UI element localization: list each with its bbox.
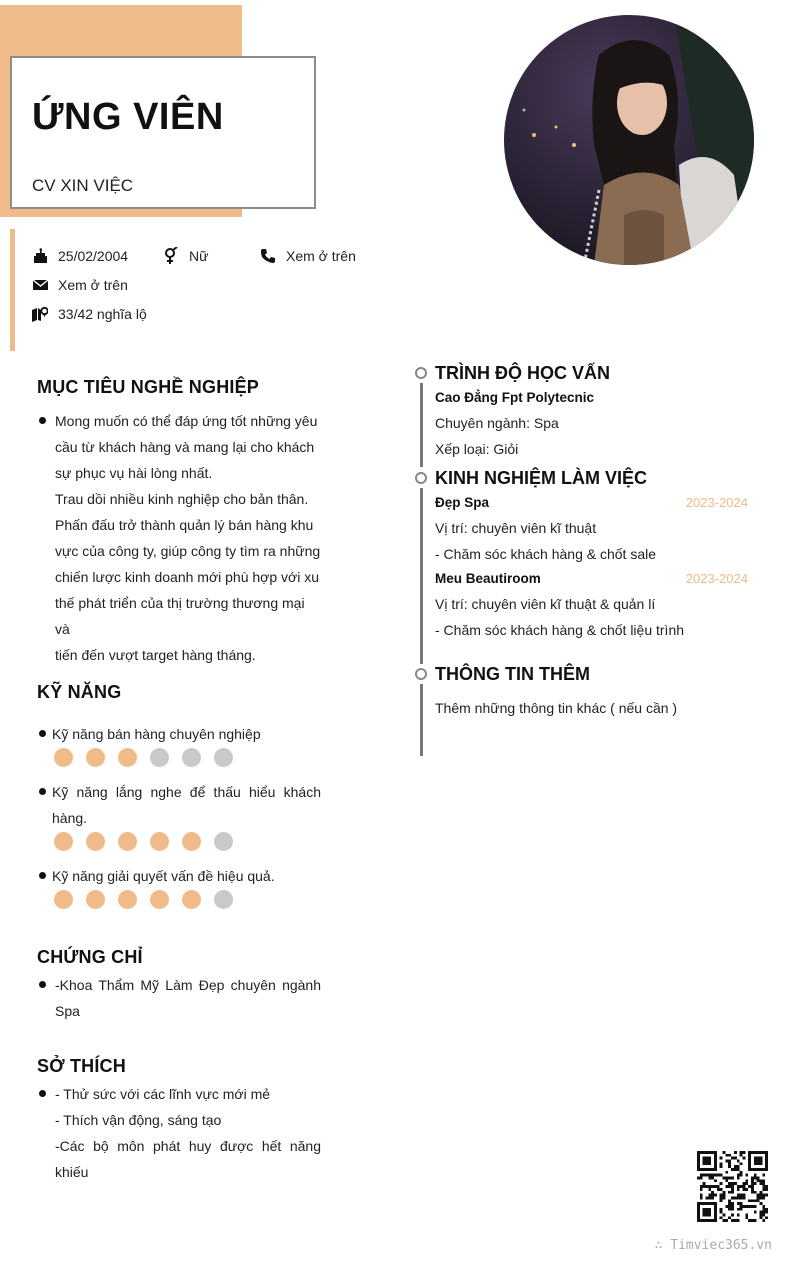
skill-1-rating — [54, 748, 233, 767]
hobbies-text — [55, 1081, 321, 1185]
objective-text — [55, 408, 321, 668]
contact-gender — [162, 247, 208, 265]
extra-title: THÔNG TIN THÊM — [435, 664, 590, 684]
rating-dot-filled — [54, 748, 73, 767]
objective-line: chiến lược kinh doanh mới phù hợp với xu — [55, 569, 320, 585]
qr-code — [697, 1151, 768, 1222]
rating-dot-filled — [54, 832, 73, 851]
skill-bullet — [39, 872, 46, 879]
rating-dot-filled — [150, 832, 169, 851]
map-marker-icon — [31, 305, 49, 323]
rating-dot-filled — [86, 832, 105, 851]
skill-2-line2: hàng. — [52, 810, 88, 826]
certificate-bullet — [39, 981, 46, 988]
rating-dot-empty — [150, 748, 169, 767]
hobbies-title: SỞ THÍCH — [37, 1056, 126, 1076]
phone-value: Xem ở trên — [286, 248, 356, 264]
job-2-period: 2023-2024 — [685, 571, 748, 586]
objective-line: thế phát triển của thị trường thương mại và — [55, 595, 305, 637]
extra-text: Thêm những thông tin khác ( nếu cần ) — [435, 700, 678, 716]
rating-dot-filled — [54, 890, 73, 909]
objective-bullet — [39, 417, 46, 424]
skill-2-label — [52, 779, 321, 831]
timeline-line — [420, 488, 423, 664]
phone-icon — [259, 247, 277, 265]
skill-bullet — [39, 730, 46, 737]
job-1-period: 2023-2024 — [685, 495, 748, 510]
rating-dot-empty — [214, 890, 233, 909]
skill-3-label: Kỹ năng giải quyết vấn đề hiệu quả. — [52, 868, 275, 884]
objective-line: Phấn đấu trở thành quản lý bán hàng khu — [55, 517, 314, 533]
birthday-value: 25/02/2004 — [58, 248, 129, 264]
hobby-line: - Thích vận động, sáng tạo — [55, 1112, 222, 1128]
rating-dot-filled — [86, 890, 105, 909]
education-major: Chuyên ngành: Spa — [435, 415, 559, 431]
rating-dot-filled — [118, 832, 137, 851]
contact-address — [31, 305, 147, 323]
gender-icon — [162, 247, 180, 265]
job-1-company: Đẹp Spa — [435, 495, 490, 510]
certificate-line: -Khoa Thẩm Mỹ Làm Đẹp chuyên ngành — [55, 977, 321, 993]
contact-accent-bar — [10, 229, 15, 351]
objective-line: Trau dồi nhiều kinh nghiệp cho bản thân. — [55, 491, 309, 507]
profile-photo — [504, 15, 754, 265]
address-value: 33/42 nghĩa lộ — [58, 306, 147, 322]
skill-2-line1: Kỹ năng lắng nghe để thấu hiểu khách — [52, 784, 321, 800]
gender-value: Nữ — [189, 248, 209, 264]
timeline-line — [420, 684, 423, 756]
certificate-line: Spa — [55, 1003, 80, 1019]
hobby-bullet — [39, 1090, 46, 1097]
job-1-desc: - Chăm sóc khách hàng & chốt sale — [435, 546, 657, 562]
envelope-icon — [31, 276, 49, 294]
contact-phone — [259, 247, 356, 265]
timeline-node — [415, 367, 427, 379]
rating-dot-empty — [182, 748, 201, 767]
timeline-node — [415, 668, 427, 680]
job-2-desc: - Chăm sóc khách hàng & chốt liệu trình — [435, 622, 685, 638]
rating-dot-filled — [150, 890, 169, 909]
email-value: Xem ở trên — [58, 277, 128, 293]
rating-dot-filled — [182, 890, 201, 909]
skill-1-label: Kỹ năng bán hàng chuyên nghiệp — [52, 726, 261, 742]
timeline-line — [420, 383, 423, 467]
cake-icon — [31, 247, 49, 265]
rating-dot-filled — [86, 748, 105, 767]
cv-subtitle: CV XIN VIỆC — [32, 176, 134, 195]
job-2-company: Meu Beautiroom — [435, 571, 541, 586]
candidate-name: ỨNG VIÊN — [32, 96, 224, 138]
education-grade: Xếp loại: Giỏi — [435, 441, 519, 457]
contact-birthday — [31, 247, 128, 265]
job-2-role: Vị trí: chuyên viên kĩ thuật & quản lí — [435, 596, 656, 612]
certificates-text — [55, 972, 321, 1024]
skill-2-rating — [54, 832, 233, 851]
education-school: Cao Đẳng Fpt Polytecnic — [435, 390, 595, 405]
objective-line: sự phục vụ hài lòng nhất. — [55, 465, 213, 481]
rating-dot-empty — [214, 748, 233, 767]
hobby-line: khiếu — [55, 1164, 89, 1180]
rating-dot-filled — [118, 890, 137, 909]
rating-dot-empty — [214, 832, 233, 851]
rating-dot-filled — [118, 748, 137, 767]
skill-bullet — [39, 788, 46, 795]
objective-title: MỤC TIÊU NGHỀ NGHIỆP — [37, 377, 260, 397]
name-box — [10, 56, 316, 209]
contact-email — [31, 276, 128, 294]
objective-line: cầu từ khách hàng và mang lại cho khách — [55, 439, 315, 455]
objective-line: Mong muốn có thể đáp ứng tốt những yêu — [55, 413, 318, 429]
skill-3-rating — [54, 890, 233, 909]
timeline-node — [415, 472, 427, 484]
hobby-line: -Các bộ môn phát huy được hết năng — [55, 1138, 321, 1154]
hobby-line: - Thử sức với các lĩnh vực mới mẻ — [55, 1086, 271, 1102]
objective-line: tiến đến vượt target hàng tháng. — [55, 647, 256, 663]
skills-title: KỸ NĂNG — [37, 682, 122, 702]
education-title: TRÌNH ĐỘ HỌC VẤN — [435, 363, 610, 383]
rating-dot-filled — [182, 832, 201, 851]
objective-line: vực của công ty, giúp công ty tìm ra những — [55, 543, 321, 559]
site-watermark: ∴ Timviec365.vn — [654, 1238, 772, 1253]
job-1-role: Vị trí: chuyên viên kĩ thuật — [435, 520, 597, 536]
certificates-title: CHỨNG CHỈ — [37, 947, 143, 967]
experience-title: KINH NGHIỆM LÀM VIỆC — [435, 468, 648, 488]
